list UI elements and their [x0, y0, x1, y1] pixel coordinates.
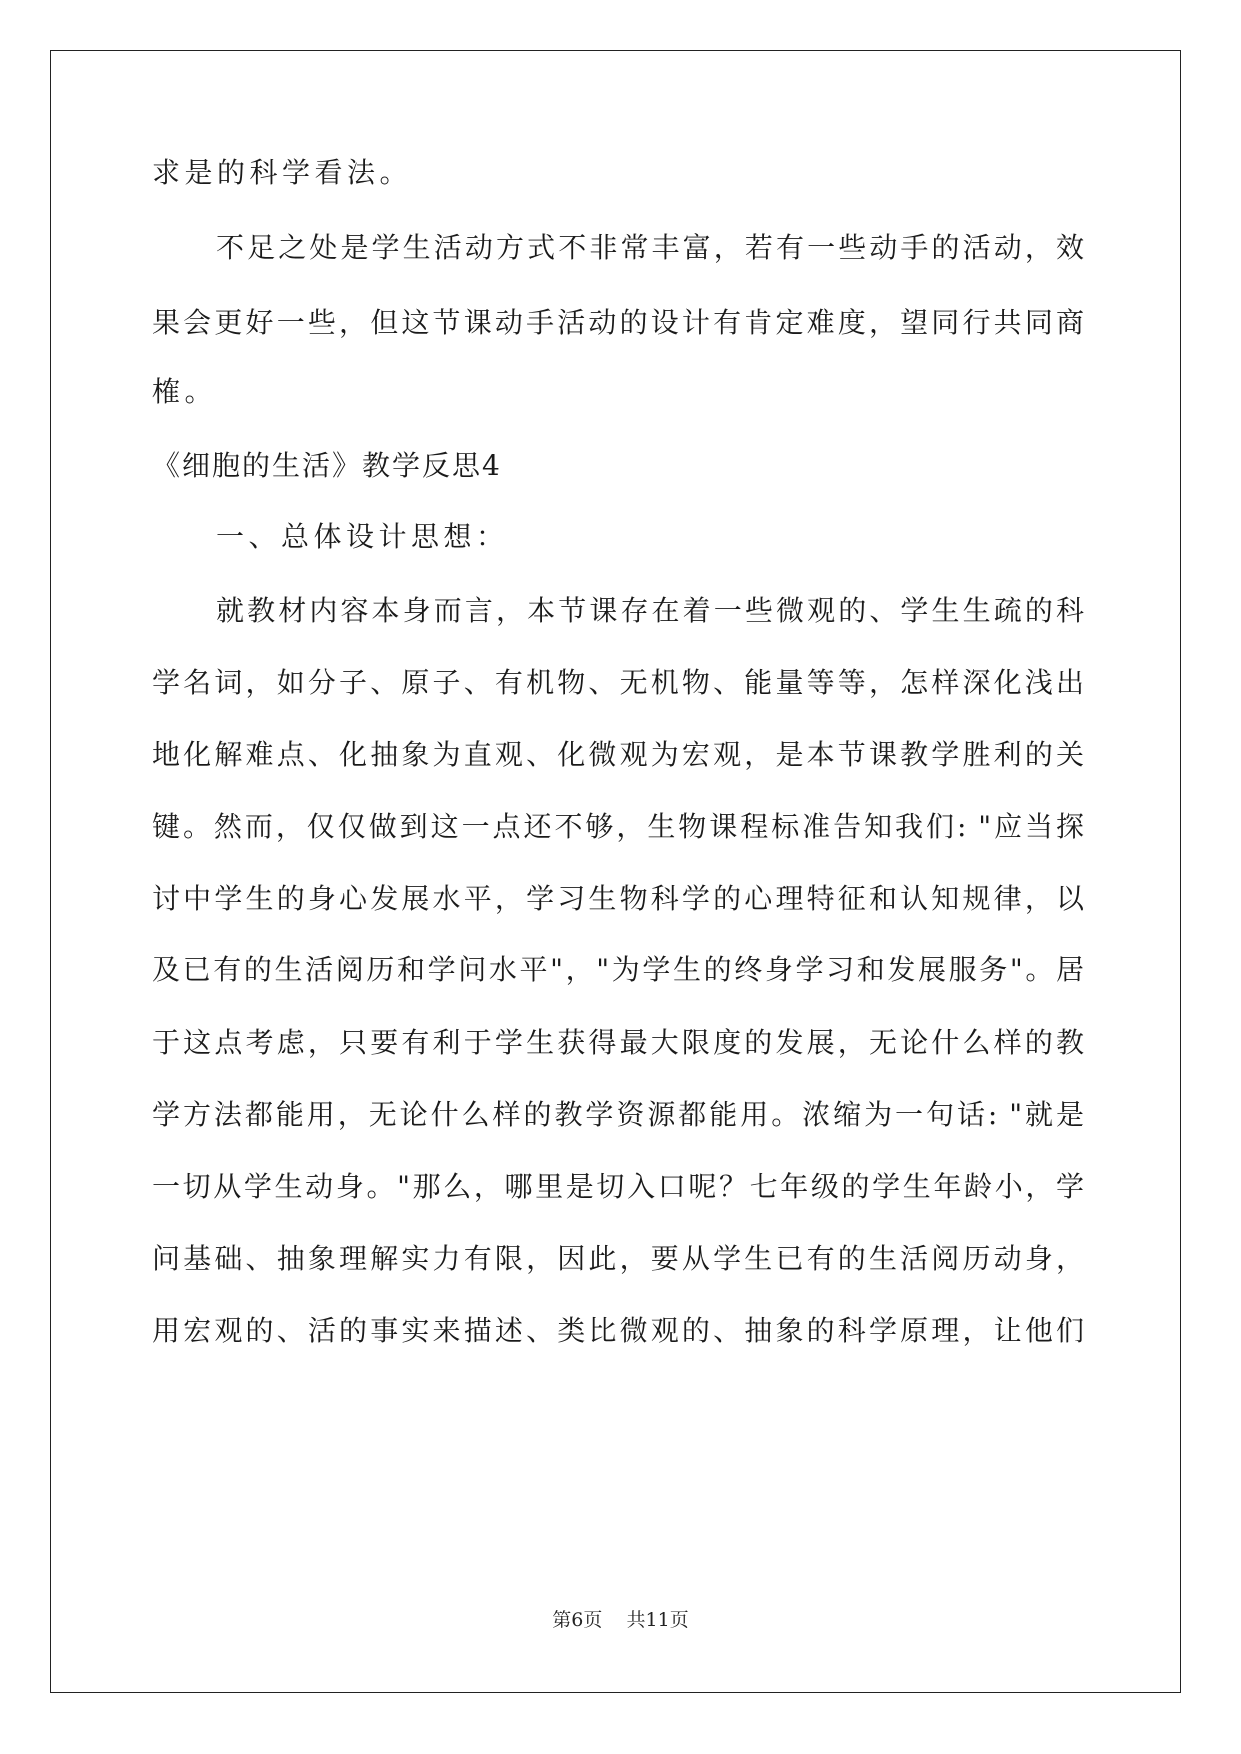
paragraph-line: 就教材内容本身而言，本节课存在着一些微观的、学生生疏的科: [216, 594, 1084, 627]
paragraph-line: 地化解难点、化抽象为直观、化微观为宏观，是本节课教学胜利的关: [152, 738, 1084, 771]
section-title: 《细胞的生活》教学反思4: [152, 449, 502, 482]
paragraph-line: 键。然而，仅仅做到这一点还不够，生物课程标准告知我们: "应当探: [152, 810, 1084, 843]
paragraph-line: 果会更好一些，但这节课动手活动的设计有肯定难度，望同行共同商: [152, 306, 1084, 339]
paragraph-line: 学方法都能用，无论什么样的教学资源都能用。浓缩为一句话: "就是: [152, 1098, 1084, 1131]
page-border: [50, 50, 1181, 1693]
subsection-heading: 一、总体设计思想：: [216, 520, 509, 553]
paragraph-line: 讨中学生的身心发展水平，学习生物科学的心理特征和认知规律，以: [152, 882, 1084, 915]
paragraph-line: 榷。: [152, 375, 218, 408]
paragraph-line: 用宏观的、活的事实来描述、类比微观的、抽象的科学原理，让他们: [152, 1314, 1084, 1347]
page-footer: 第6页 共11页: [552, 1609, 689, 1631]
paragraph-line: 不足之处是学生活动方式不非常丰富，若有一些动手的活动，效: [216, 231, 1084, 264]
paragraph-line: 一切从学生动身。"那么，哪里是切入口呢？七年级的学生年龄小，学: [152, 1170, 1084, 1203]
paragraph-line: 求是的科学看法。: [152, 156, 413, 189]
paragraph-line: 于这点考虑，只要有利于学生获得最大限度的发展，无论什么样的教: [152, 1026, 1084, 1059]
paragraph-line: 问基础、抽象理解实力有限，因此，要从学生已有的生活阅历动身，: [152, 1242, 1084, 1275]
paragraph-line: 学名词，如分子、原子、有机物、无机物、能量等等，怎样深化浅出: [152, 666, 1084, 699]
paragraph-line: 及已有的生活阅历和学问水平"，"为学生的终身学习和发展服务"。居: [152, 953, 1084, 986]
